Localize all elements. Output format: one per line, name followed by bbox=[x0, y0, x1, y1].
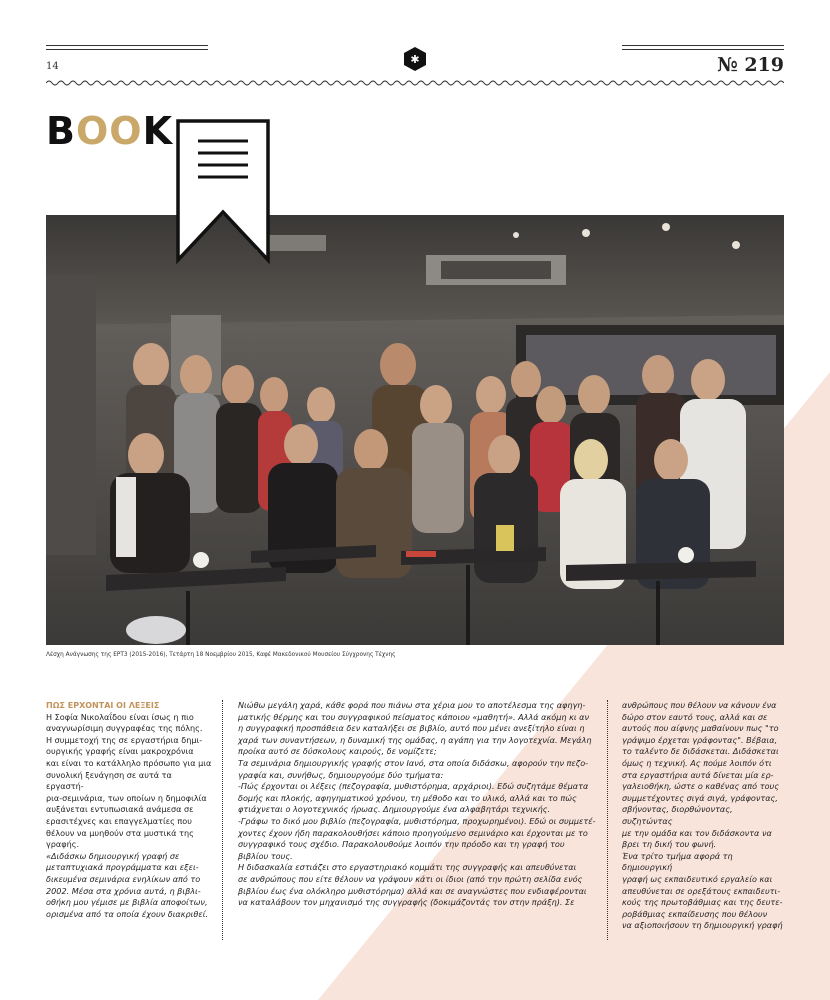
article-line: ερασιτέχνες και επαγγελματίες που bbox=[46, 815, 192, 826]
article-line: στα εργαστήρια αυτά δίνεται μία ερ- bbox=[622, 769, 774, 780]
section-title-oo: OO bbox=[75, 109, 143, 153]
article-line: 2002. Μέσα στα χρόνια αυτά, η βιβλι- bbox=[46, 885, 201, 896]
article-line: με την ομάδα και τον διδάσκοντα να bbox=[622, 827, 772, 838]
article-line: ροβάθμιας εκπαίδευσης που θέλουν bbox=[622, 908, 768, 919]
header-rule-right-bottom bbox=[622, 49, 784, 50]
section-title-k: K bbox=[142, 109, 174, 153]
article-column-1 bbox=[46, 700, 212, 920]
column-divider-1 bbox=[222, 700, 223, 940]
article-line: κούς της πρωτοβάθμιας και της δευτε- bbox=[622, 897, 783, 908]
article-line: δομής και πλοκής, αφηγηματικού χρόνου, τη μέθοδο και το υλικό, αλλά και το πώς bbox=[238, 792, 577, 803]
article-line: συνολική ξενάγηση σε αυτά τα εργαστή- bbox=[46, 769, 172, 792]
article-line: όμως η τεχνική. Ας πούμε λοιπόν ότι bbox=[622, 757, 772, 768]
article-line: -Πώς έρχονται οι λέξεις (πεζογραφία, μυθιστόρημα, αρχάριοι). Εδώ συζητάμε θέματα bbox=[238, 781, 589, 792]
article-line: Η διδασκαλία εστιάζει στο εργαστηριακό κομμάτι της συγγραφής και απευθύνεται bbox=[238, 862, 577, 873]
article-line: βιβλίου έως ένα ολόκληρο μυθιστόρημα) αλλά και σε αναγνώστες που ενδιαφέρονται bbox=[238, 885, 587, 896]
article-line: Ένα τρίτο τμήμα αφορά τη δημιουργική bbox=[622, 850, 733, 873]
article-line: γαλειοθήκη, ώστε ο καθένας από τους bbox=[622, 781, 779, 792]
article-line: δικευμένα σεμινάρια ενηλίκων από το bbox=[46, 873, 201, 884]
article-line: βιβλίου τους. bbox=[238, 850, 293, 861]
article-line: ουργικής γραφής είναι μακροχρόνια bbox=[46, 746, 194, 757]
article-line: το ταλέντο δε διδάσκεται. Διδάσκεται bbox=[622, 746, 779, 757]
article-line: ρια-σεμινάρια, των οποίων η δημοφιλία bbox=[46, 792, 207, 803]
article-line: συμμετέχοντες σιγά σιγά, γράφοντας, bbox=[622, 792, 778, 803]
svg-text:✱: ✱ bbox=[410, 53, 420, 66]
article-line: χαρά των συναντήσεων, η δυναμική της ομάδας, η αγάπη για την λογοτεχνία. Μεγάλη bbox=[238, 734, 592, 745]
article-column-2 bbox=[238, 700, 596, 909]
header-rule-left-top bbox=[46, 45, 208, 46]
article-line: συγγραφικό τους σχέδιο. Παρακολουθούμε λοιπόν την πρόοδο και τη γραφή του bbox=[238, 839, 565, 850]
article-line: σε ανθρώπους που είτε θέλουν να γράψουν κάτι οι ίδιοι (από την πρώτη σελίδα ενός bbox=[238, 873, 583, 884]
article-line: χοντες έχουν ήδη παρακολουθήσει κάποιο προηγούμενο σεμινάριο και έρχονται με το bbox=[238, 827, 588, 838]
bookmark-icon bbox=[176, 119, 270, 264]
hexagon-star-icon bbox=[403, 46, 427, 72]
article-line: να αξιοποιήσουν τη δημιουργική γραφή bbox=[622, 920, 783, 931]
header-rule-left-bottom bbox=[46, 49, 208, 50]
article-line: αυτούς που αίφνης μαθαίνουν πως "το bbox=[622, 723, 779, 734]
article-line: Τα σεμινάρια δημιουργικής γραφής στον Ιανό, στα οποία διδάσκω, αφορούν την πεζο- bbox=[238, 757, 589, 768]
article-line: «Διδάσκω δημιουργική γραφή σε bbox=[46, 850, 180, 861]
issue-number: № 219 bbox=[717, 54, 784, 76]
article-line: οθήκη μου γέμισε με βιβλία αποφοίτων, bbox=[46, 897, 208, 908]
group-photo bbox=[46, 215, 784, 645]
article-line: γραφία και, συνήθως, δημιουργούμε δύο τμήματα: bbox=[238, 769, 444, 780]
article-heading: ΠΩΣ ΕΡΧΟΝΤΑΙ ΟΙ ΛΕΞΕΙΣ bbox=[46, 701, 160, 710]
section-title bbox=[46, 109, 174, 153]
column-divider-2 bbox=[607, 700, 608, 940]
article-line: προίκα αυτό σε δύσκολους καιρούς, δε νομίζετε; bbox=[238, 746, 437, 757]
article-line: Η συμμετοχή της σε εργαστήρια δημι- bbox=[46, 734, 203, 745]
wavy-divider bbox=[46, 79, 784, 87]
photo-caption: Λέσχη Ανάγνωσης της ΕΡΤ3 (2015-2016), Τετάρτη 18 Νοεμβρίου 2015, Καφέ Μακεδονικού Μουσείου Σύγχρονης Τέχνης bbox=[46, 652, 396, 658]
article-column-3 bbox=[622, 700, 784, 932]
article-line: δώρο στον εαυτό τους, αλλά και σε bbox=[622, 711, 768, 722]
section-title-b: B bbox=[46, 109, 76, 153]
article-line: γραφή ως εκπαιδευτικό εργαλείο και bbox=[622, 873, 773, 884]
article-line: γραφής. bbox=[46, 839, 80, 850]
page-number: 14 bbox=[46, 61, 59, 72]
article-line: θέλουν να μυηθούν στα μυστικά της bbox=[46, 827, 194, 838]
article-line: αυξάνεται εντυπωσιακά ανάμεσα σε bbox=[46, 804, 194, 815]
article-line: γράψιμο έρχεται γράφοντας". Βέβαια, bbox=[622, 734, 778, 745]
article-line: βρει τη δική του φωνή. bbox=[622, 839, 717, 850]
article-line: Η Σοφία Νικολαΐδου είναι ίσως η πιο bbox=[46, 711, 194, 722]
article-line: ματικής θέρμης και του συγγραφικού πείσματος κάποιου «μαθητή». Αλλά ακόμη κι αν bbox=[238, 711, 590, 722]
article-line: ορισμένα από τα οποία έχουν διακριθεί. bbox=[46, 908, 209, 919]
article-line: αναγνωρίσιμη συγγραφέας της πόλης. bbox=[46, 723, 203, 734]
article-line: Νιώθω μεγάλη χαρά, κάθε φορά που πιάνω στα χέρια μου το αποτέλεσμα της αφηγη- bbox=[238, 700, 586, 710]
article-line: -Γράφω το δικό μου βιβλίο (πεζογραφία, μυθιστόρημα, προχωρημένοι). Εδώ οι συμμετέ- bbox=[238, 815, 596, 826]
article-line: ανθρώπους που θέλουν να κάνουν ένα bbox=[622, 700, 777, 710]
article-line: απευθύνεται σε ορεξάτους εκπαιδευτι- bbox=[622, 885, 781, 896]
article-line: μεταπτυχιακά προγράμματα και εξει- bbox=[46, 862, 199, 873]
article-line: σβήνοντας, διορθώνοντας, συζητώντας bbox=[622, 804, 733, 826]
article-line: φτιάχνεται ο λογοτεχνικός ήρωας. Δημιουργούμε ένα αλφαβητάρι τεχνικής. bbox=[238, 804, 551, 815]
article-line: να καταλάβουν τον μηχανισμό της συγγραφής (δοκιμάζοντάς τον στην πράξη). Σε bbox=[238, 897, 575, 908]
header-rule-right-top bbox=[622, 45, 784, 46]
article-line: και είναι το κατάλληλο πρόσωπο για μια bbox=[46, 757, 212, 768]
article-line: η συγγραφική προσπάθεια δεν καταλήξει σε βιβλίο, αυτό που μένει ανεξίτηλο είναι η bbox=[238, 723, 585, 734]
